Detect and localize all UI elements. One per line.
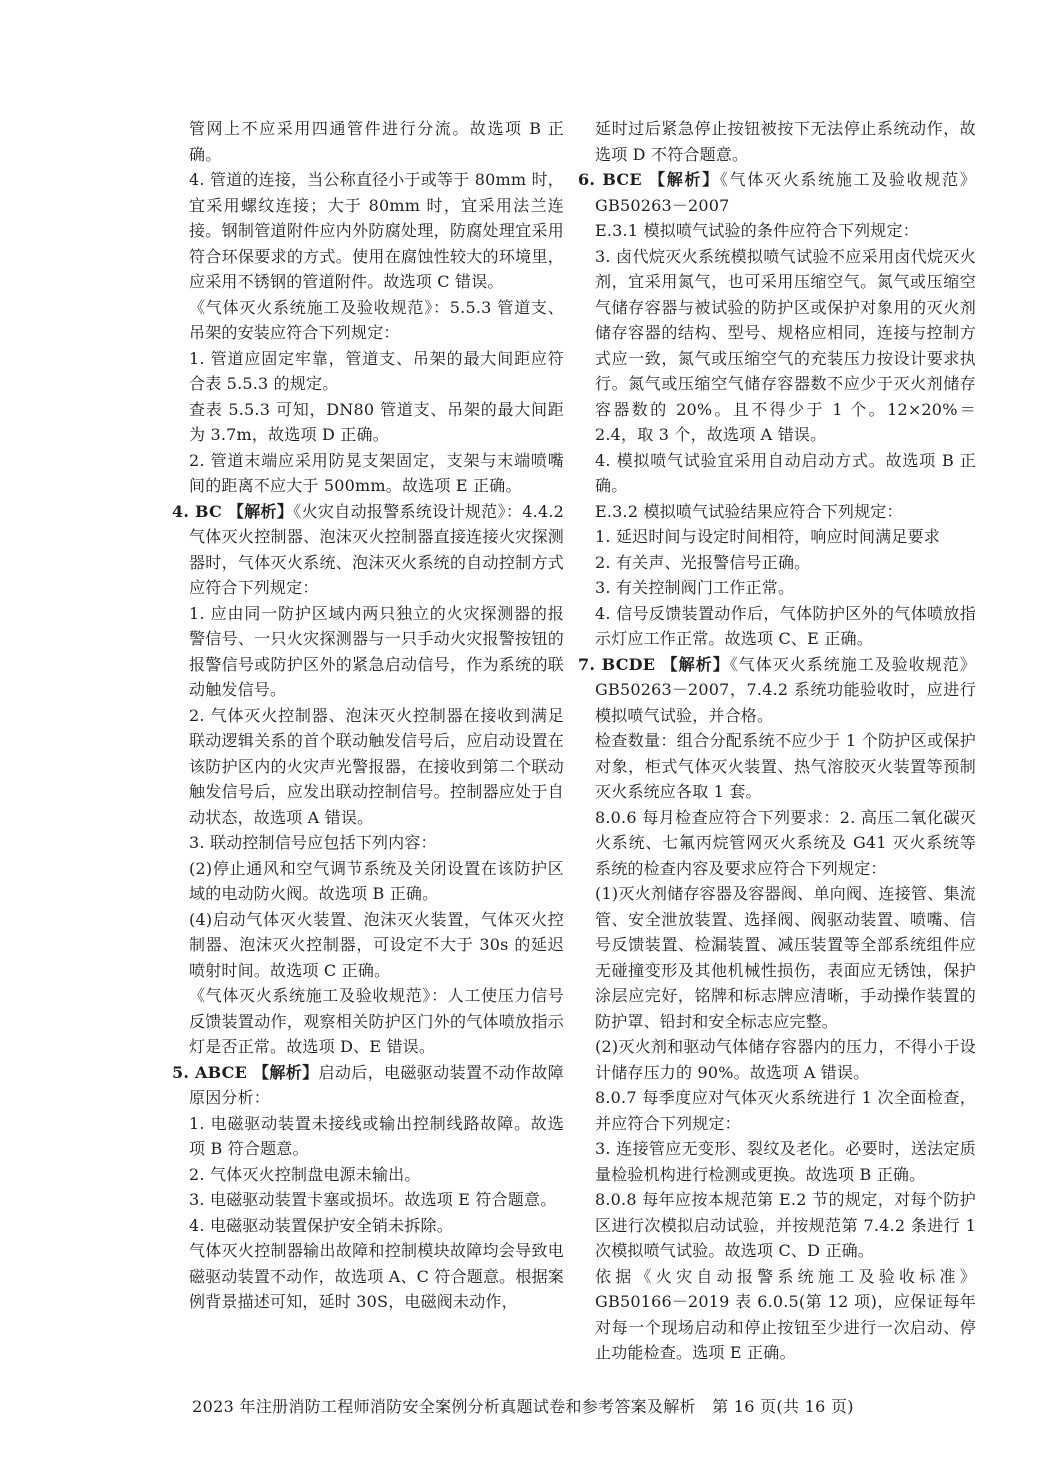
answer-text: 《气体灭火系统施工及验收规范》GB50263－2007，7.4.2 系统功能验收时，应进行模拟喷气试验，并合格。 [595, 654, 976, 725]
paragraph: 2. 气体灭火控制器、泡沫灭火控制器在接收到满足联动逻辑关系的首个联动触发信号后，应启动设置在该防护区内的火灾声光警报器，在接收到第二个联动触发信号后，应发出联动控制信号。控制器应处于自动状态，故选项 A 错误。 [189, 705, 564, 827]
paragraph: (4)启动气体灭火装置、泡沫灭火装置，气体灭火控制器、泡沫灭火控制器，可设定不大于 30s 的延迟喷射时间。故选项 C 正确。 [189, 909, 564, 980]
paragraph: 1. 应由同一防护区域内两只独立的火灾探测器的报警信号、一只火灾探测器与一只手动火灾报警按钮的报警信号或防护区外的紧急启动信号，作为系统的联动触发信号。 [189, 603, 564, 699]
answer-item [578, 167, 976, 218]
paragraph: 检查数量：组合分配系统不应少于 1 个防护区或保护对象，柜式气体灭火装置、热气溶胶灭火装置等预制灭火系统应各取 1 套。 [595, 731, 976, 801]
answer-text: 《火灾自动报警系统设计规范》：4.4.2 气体灭火控制器、泡沫灭火控制器直接连接火灾探测器时，气体灭火系统、泡沫灭火系统的自动控制方式应符合下列规定： [189, 501, 564, 597]
paragraph: 3. 卤代烷灭火系统模拟喷气试验不应采用卤代烷灭火剂，宜采用氮气，也可采用压缩空气。氮气或压缩空气储存容器与被试验的防护区或保护对象用的灭火剂储存容器的结构、型号、规格应相同，连接与控制方式应一致，氮气或压缩空气的充装压力按设计要求执行。氮气或压缩空气储存容器数不应少于灭火剂储存容器数的 20%。且不得少于 1 个。12×20%＝2.4，取 3 个，故选项 A 错误。 [595, 246, 976, 444]
paragraph: 3. 电磁驱动装置卡塞或损坏。故选项 E 符合题意。 [189, 1190, 557, 1209]
answer-label: 6. BCE 【解析】 [578, 170, 720, 189]
left-column [172, 116, 564, 1315]
paragraph: 2. 管道末端应采用防晃支架固定，支架与末端喷嘴间的距离不应大于 500mm。故选项 E 正确。 [189, 450, 564, 495]
paragraph: 依据《火灾自动报警系统施工及验收标准》GB50166－2019 表 6.0.5(第 12 项)，应保证每年对每一个现场启动和停止按钮至少进行一次启动、停止功能检查。选项 E 正确。 [595, 1266, 976, 1362]
paragraph: (2)灭火剂和驱动气体储存容器内的压力，不得小于设计储存压力的 90%。故选项 A 错误。 [595, 1037, 976, 1082]
paragraph: 1. 管道应固定牢靠，管道支、吊架的最大间距应符合表 5.5.3 的规定。 [189, 348, 564, 393]
footer-title: 2023 年注册消防工程师消防安全案例分析真题试卷和参考答案及解析 [192, 1397, 696, 1416]
paragraph: 4. 模拟喷气试验宜采用自动启动方式。故选项 B 正确。 [595, 450, 976, 495]
paragraph: 4. 管道的连接，当公称直径小于或等于 80mm 时，宜采用螺纹连接；大于 80mm 时，宜采用法兰连接。钢制管道附件应内外防腐处理，防腐处理宜采用符合环保要求的方式。使用在腐蚀性较大的环境里，应采用不锈钢的管道附件。故选项 C 错误。 [189, 170, 564, 291]
paragraph: 管网上不应采用四通管件进行分流。故选项 B 正确。 [189, 119, 564, 164]
page-footer [0, 1394, 1046, 1417]
paragraph: 3. 有关控制阀门工作正常。 [595, 578, 795, 597]
answer-label: 7. BCDE 【解析】 [578, 654, 730, 674]
paragraph: 4. 电磁驱动装置保护安全销未拆除。 [189, 1215, 453, 1235]
paragraph: 2. 有关声、光报警信号正确。 [595, 552, 811, 572]
paragraph: 《气体灭火系统施工及验收规范》：5.5.3 管道支、吊架的安装应符合下列规定： [189, 297, 564, 342]
answer-item [172, 1060, 564, 1111]
paragraph: 1. 电磁驱动装置未接线或输出控制线路故障。故选项 B 符合题意。 [189, 1113, 564, 1158]
paragraph: 查表 5.5.3 可知，DN80 管道支、吊架的最大间距为 3.7m，故选项 D 正确。 [189, 399, 564, 444]
paragraph: 延时过后紧急停止按钮被按下无法停止系统动作，故选项 D 不符合题意。 [595, 119, 976, 164]
paragraph: 3. 联动控制信号应包括下列内容： [189, 833, 437, 852]
paragraph: (1)灭火剂储存容器及容器阀、单向阀、连接管、集流管、安全泄放装置、选择阀、阀驱动装置、喷嘴、信号反馈装置、检漏装置、减压装置等全部系统组件应无碰撞变形及其他机械性损伤，表面应无锈蚀，保护涂层应完好，铭牌和标志牌应清晰，手动操作装置的防护罩、铅封和安全标志应完整。 [595, 884, 976, 1031]
answer-item [578, 652, 976, 729]
paragraph: 4. 信号反馈装置动作后，气体防护区外的气体喷放指示灯应工作正常。故选项 C、E 正确。 [595, 603, 976, 648]
paragraph: 《气体灭火系统施工及验收规范》：人工使压力信号反馈装置动作，观察相关防护区门外的气体喷放指示灯是否正常。故选项 D、E 错误。 [189, 986, 564, 1056]
answer-item [172, 499, 564, 601]
paragraph: 气体灭火控制器输出故障和控制模块故障均会导致电磁驱动装置不动作，故选项 A、C 符合题意。根据案例背景描述可知，延时 30S，电磁阀未动作， [189, 1241, 564, 1311]
paragraph: 1. 延迟时间与设定时间相符，响应时间满足要求 [595, 527, 940, 546]
paragraph: 2. 气体灭火控制盘电源未输出。 [189, 1164, 421, 1184]
paragraph: (2)停止通风和空气调节系统及关闭设置在该防护区域的电动防火阀。故选项 B 正确。 [189, 858, 564, 903]
paragraph: 8.0.8 每年应按本规范第 E.2 节的规定，对每个防护区进行次模拟启动试验，并按规范第 7.4.2 条进行 1 次模拟喷气试验。故选项 C、D 正确。 [595, 1190, 976, 1260]
paragraph: E.3.2 模拟喷气试验结果应符合下列规定： [595, 501, 903, 521]
paragraph: 3. 连接管应无变形、裂纹及老化。必要时，送法定质量检验机构进行检测或更换。故选项 B 正确。 [595, 1139, 976, 1184]
paragraph: 8.0.6 每月检查应符合下列要求：2. 高压二氧化碳灭火系统、七氟丙烷管网灭火系统及 G41 灭火系统等系统的检查内容及要求应符合下列规定： [595, 807, 976, 878]
right-column [578, 116, 976, 1366]
paragraph: 8.0.7 每季度应对气体灭火系统进行 1 次全面检查，并应符合下列规定： [595, 1088, 976, 1133]
answer-label: 5. ABCE 【解析】 [172, 1062, 319, 1082]
answer-label: 4. BC 【解析】 [172, 501, 294, 521]
answer-text: 启动后，电磁驱动装置不动作故障原因分析： [189, 1062, 564, 1107]
page-number: 第 16 页(共 16 页) [712, 1397, 854, 1416]
answer-text: 《气体灭火系统施工及验收规范》GB50263－2007 [595, 170, 976, 215]
paragraph: E.3.1 模拟喷气试验的条件应符合下列规定： [595, 221, 919, 240]
